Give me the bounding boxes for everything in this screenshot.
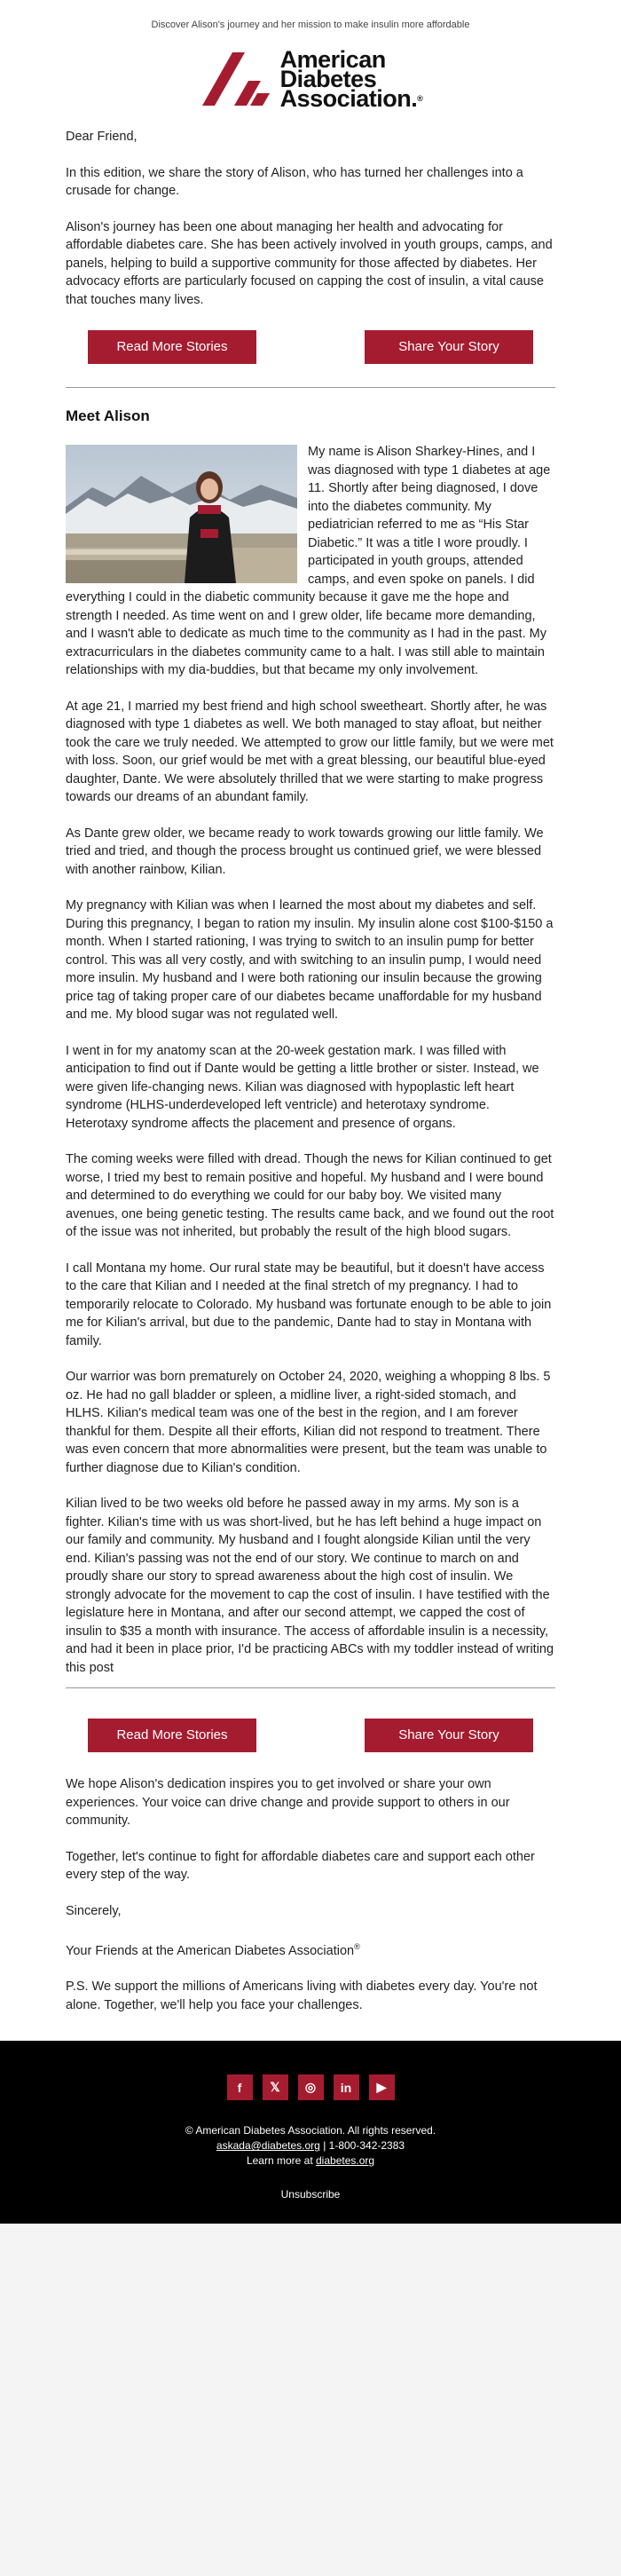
ada-wordmark	[279, 46, 423, 112]
linkedin-icon[interactable]: in	[334, 2074, 359, 2100]
closing-paragraph-1: We hope Alison's dedication inspires you to get involved or share your own experiences. Your voice can drive change and provide support to others in our community.	[66, 1777, 510, 1828]
divider	[66, 387, 555, 388]
signature-reg-mark: ®	[354, 1942, 360, 1951]
logo-line-1: American	[279, 46, 386, 73]
closing-paragraph-2: Together, let's continue to fight for affordable diabetes care and support each other every step of the way.	[66, 1849, 535, 1882]
story-paragraph-6: The coming weeks were filled with dread. Though the news for Kilian continued to get worse, I tried my best to remain positive and hopeful. My husband and I were bound and determined to do everything we could for our baby boy. We visited many avenues, one being genetic testing. The results came back, and we found out the root of the issue was not inherited, but probably the result of the high blood sugars.	[66, 1152, 554, 1239]
facebook-icon[interactable]: f	[227, 2074, 253, 2100]
cta-row-top	[66, 327, 555, 364]
logo-reg-mark: ®	[417, 94, 423, 103]
x-icon[interactable]: 𝕏	[263, 2074, 288, 2100]
footer-learn-more	[18, 2153, 603, 2169]
unsubscribe-link[interactable]: Unsubscribe	[280, 2188, 341, 2201]
youtube-icon[interactable]: ▶	[369, 2074, 395, 2100]
story-paragraph-2: At age 21, I married my best friend and high school sweetheart. Shortly after, he was diagnosed with type 1 diabetes as well. We both managed to stay afloat, but neither took the care we truly needed. We attempted to grow our little family, but we were met with loss. Soon, our grief would be met with a great blessing, our beautiful blue-eyed daughter, Dante. We were absolutely thrilled that we were starting to make progress towards our dreams of an abundant family.	[66, 699, 554, 804]
footer-email-link[interactable]: askada@diabetes.org	[216, 2139, 320, 2153]
footer-learn-prefix: Learn more at	[246, 2154, 316, 2168]
read-more-stories-button[interactable]: Read More Stories	[88, 1719, 256, 1752]
footer-website-link[interactable]: diabetes.org	[316, 2154, 375, 2168]
social-links	[18, 2074, 603, 2100]
story-paragraph-3: As Dante grew older, we became ready to work towards growing our little family. We tried and tried, and though the process brought us continued grief, we were blessed with another rainbow, Kilian.	[66, 826, 544, 877]
footer-copyright: © American Diabetes Association. All rights reserved.	[185, 2124, 436, 2137]
signature	[66, 1938, 555, 1960]
story-body	[66, 443, 555, 1677]
read-more-stories-button[interactable]: Read More Stories	[88, 330, 256, 364]
cta-row-bottom	[66, 1715, 555, 1752]
main-content	[0, 128, 621, 2014]
instagram-icon[interactable]: ◎	[298, 2074, 324, 2100]
story-paragraph-4: My pregnancy with Kilian was when I learned the most about my diabetes and self. During this pregnancy, I began to ration my insulin. My insulin alone cost $100-$150 a month. When I started rationing, I was trying to switch to an insulin pump for better control. This was all very costly, and with switching to an insulin pump, I would need more insulin. My husband and I were both rationing our insulin because the growing price tag of taking proper care of our diabetes became unaffordable for my husband and me. My blood sugar was not regulated well.	[66, 898, 554, 1022]
ada-triangle-icon	[199, 51, 275, 107]
share-your-story-button[interactable]: Share Your Story	[365, 330, 533, 364]
preheader-text: Discover Alison's journey and her mission to make insulin more affordable	[151, 20, 470, 30]
footer-contact	[18, 2138, 603, 2153]
divider	[66, 1687, 555, 1688]
greeting: Dear Friend,	[66, 130, 138, 144]
logo-line-3: Association.	[279, 85, 418, 112]
story-paragraph-7: I call Montana my home. Our rural state may be beautiful, but it doesn't have access to the care that Kilian and I needed at the final stretch of my pregnancy. I had to temporarily relocate to Colorado. My husband was fortunate enough to be able to join me for Kilian's arrival, but due to the pandemic, Dante had to stay in Montana with family.	[66, 1260, 552, 1348]
story-paragraph-8: Our warrior was born prematurely on October 24, 2020, weighing a whopping 8 lbs. 5 oz. He had no gall bladder or spleen, a midline liver, a right-sided stomach, and HLHS. Kilian's medical team was one of the best in the region, and I am forever thankful for them. Despite all their efforts, Kilian did not respond to treatment. There was even concern that more abnormalities were present, but the team was unable to further diagnose due to Kilian's condition.	[66, 1370, 551, 1475]
intro-paragraph-1: In this edition, we share the story of Alison, who has turned her challenges into a crusade for change.	[66, 165, 523, 198]
share-your-story-button[interactable]: Share Your Story	[365, 1719, 533, 1752]
postscript: P.S. We support the millions of Americans living with diabetes every day. You're not alone. Together, we'll help you face your challenges.	[66, 1979, 538, 2012]
alison-photo	[66, 445, 297, 583]
section-title: Meet Alison	[66, 407, 150, 424]
story-paragraph-9: Kilian lived to be two weeks old before he passed away in my arms. My son is a fighter. Kilian's time with us was short-lived, but he has left behind a huge impact on our family and community. My husband and I fought alongside Kilian until the very end. Kilian's passing was not the end of our story. We continue to march on and proudly share our story to spread awareness about the high cost of insulin. We strongly advocate for the movement to cap the cost of insulin. I have testified with the legislature here in Montana, and after our second attempt, we capped the cost of insulin to $35 a month with insurance. The access of affordable insulin is a necessity, and had it been in place prior, I'd be practicing ABCs with my toddler instead of writing this post	[66, 1497, 554, 1675]
ada-logo[interactable]	[0, 43, 621, 124]
alison-photo-image	[66, 445, 297, 583]
footer-separator: |	[319, 2139, 329, 2153]
logo-line-2: Diabetes	[279, 66, 377, 92]
story-paragraph-5: I went in for my anatomy scan at the 20-week gestation mark. I was filled with anticipation to find out if Dante would be getting a little brother or sister. Instead, we were given life-changing news. Kilian was diagnosed with hypoplastic left heart syndrome (HLHS-underdeveloped left ventricle) and heterotaxy syndrome. Heterotaxy syndrome affects the placement and presence of organs.	[66, 1043, 539, 1131]
signoff: Sincerely,	[66, 1903, 122, 1918]
signature-text: Your Friends at the American Diabetes Association	[66, 1943, 355, 1958]
footer	[0, 2041, 621, 2224]
story-paragraph-1: My name is Alison Sharkey-Hines, and I was diagnosed with type 1 diabetes at age 11. Shortly after being diagnosed, I dove into the diabetes community. My pediatrician referred to me as “His Star Diabetic.” It was a title I wore proudly. I participated in youth groups, attended camps, and even spoke on panels. I did everything I could in the diabetic community because it gave me the hope and strength I needed. As time went on and I grew older, life became more demanding, and I wasn't able to dedicate as much time to the community as I had in the past. My extracurriculars in the diabetes community came to a halt. I was still able to maintain relationships with my dia-buddies, but that became my only involvement.	[66, 445, 551, 677]
footer-phone: 1-800-342-2383	[328, 2139, 405, 2153]
intro-paragraph-2: Alison's journey has been one about managing her health and advocating for affordable diabetes care. She has been actively involved in youth groups, camps, and panels, helping to build a supportive community for those affected by diabetes. Her advocacy efforts are particularly focused on capping the cost of insulin, a vital cause that touches many lives.	[66, 219, 553, 307]
